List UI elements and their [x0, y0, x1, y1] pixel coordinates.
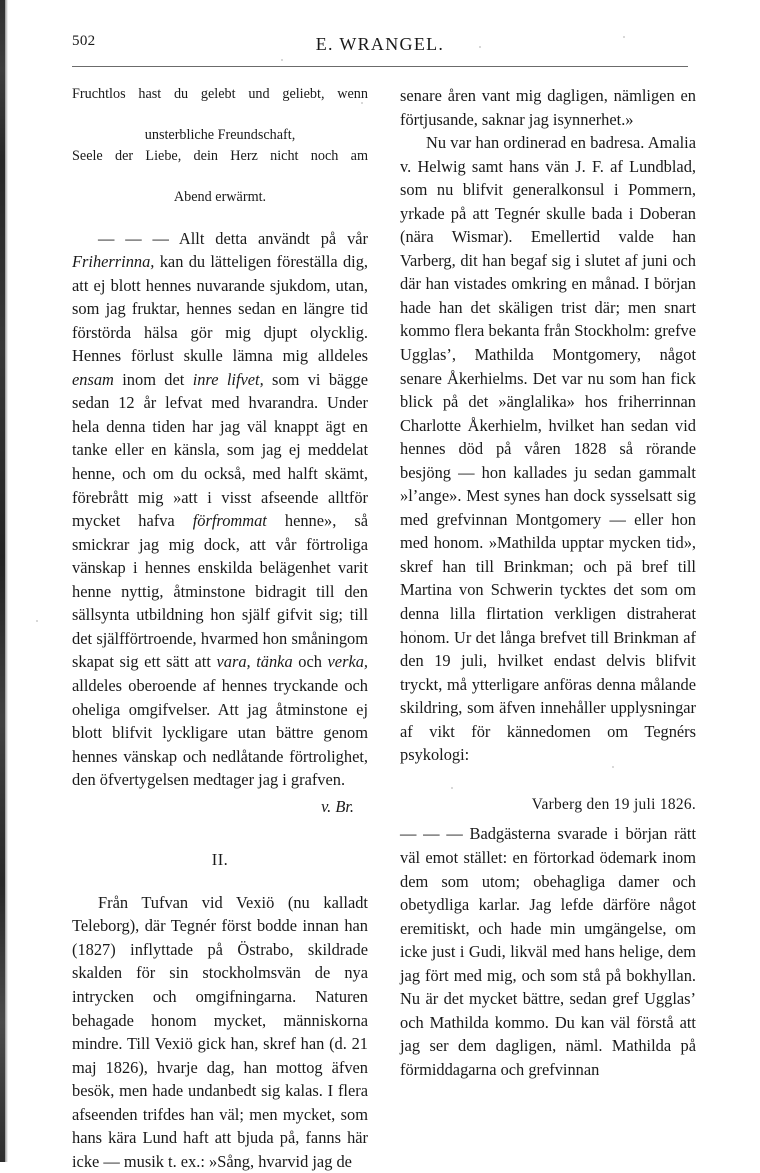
- para1-italic-vara-tanka: vara, tänka: [216, 652, 293, 672]
- para1-italic-verka: verka,: [327, 652, 369, 672]
- para1-italic-friherrinna: Friherrinna,: [72, 252, 155, 272]
- spacer: [72, 208, 368, 227]
- running-title: E. WRANGEL.: [315, 34, 445, 54]
- para1-italic-forfrommat: förfrommat: [192, 511, 267, 531]
- paragraph-fran-tufvan: Från Tufvan vid Vexiö (nu kalladt Teleborg), där Tegnér först bodde innan han (1827) inflyttade på Östrabo, skildrade skalden för sin stockholmsvän de nya intrycken och omgifningarna. Naturen behagade honom mycket, människorna mindre. Till Vexiö gick han, skref han (d. 21 maj 1826), hvarje dag, han mottog äfven besök, men hade undanbedt sig kalas. I flera afseenden trifdes han väl; men mycket, som hans kära Lund haft att bjuda på, fanns här icke — musik t. ex.: »Sång, hvarvid jag de: [72, 892, 368, 1171]
- column-right: [400, 84, 696, 1081]
- para1-italic-inre-lifvet: inre lifvet,: [192, 369, 264, 389]
- paragraph-badgasterna: [400, 822, 696, 1081]
- para1-italic-ensam: ensam: [72, 369, 114, 389]
- scan-edge-left-falloff: [5, 0, 8, 1162]
- scan-speck: [36, 620, 38, 622]
- paragraph-badresa: Nu var han ordinerad en badresa. Amalia v. Helwig samt hans vän J. F. af Lundblad, som nu blifvit generalkonsul i Pommern, yrkade på att Tegnér skulle bada i Doberan (nära Wismar). Emellertid valde han Varberg, dit han begaf sig i slutet af juni och där han vistades omkring en månad. I början hade han det skäligen trist där; men snart kommo flera bekanta från Stockholm: grefve Ugglas’, Mathilda Montgomery, något senare Åkerhielms. Det var nu som han fick blick på det »änglalika» hos friherrinnan Charlotte Åkerhielm, hvilket han sedan vid hennes död på våren 1828 så rörande besjöng — hon kallades ju sedan gammalt »l’ange». Mest synes han dock sysselsatt sig med grefvinnan Montgomery — eller hon med honom. »Mathilda upptar mycken tid», skref han till Brinkman; och pä bref till Martina von Schwerin tycktes det som om denna lilla flirtation verkligen distraherat honom. Ur det långa brefvet till Brinkman af den 19 juli, hvilket endast delvis blifvit tryckt, må ytterligare anföras denna målande skildring, som äfven innehåller upplysningar af vikt för kännedomen om Tegnérs psykologi:: [400, 133, 696, 765]
- verse-line-3: Seele der Liebe, dein Herz nicht noch am: [72, 147, 368, 164]
- para1-text-4: som vi bägge sedan 12 år lefvat med hvarandra. Under hela denna tiden har jag väl knappt ägt en tanke eller en känsla, som jag ej meddelat henne, och om du också, med halft skämt, förebrått mig »att i visst afseende alltför mycket hafva: [72, 369, 368, 531]
- letter-dateline: Varberg den 19 juli 1826.: [531, 795, 696, 813]
- para1-text-7: alldeles oberoende af hennes tryckande och oheliga omgifvelser. Att jag åtminstone ej blott blifvit lyckligare utan bättre genom hennes vänskap och nedlåtande förtrolighet, den öfvertygelsen medtager jag i grafven.: [72, 675, 368, 790]
- para4-text: Badgästerna svarade i början rätt väl emot stället: en förtorkad ödemark inom dem som utom; obehagliga damer och obetydliga karlar. Jag lefde därföre något eremitiskt, och hade min umgängelse, om icke just i Gudi, likväl med hans helige, dem jag fört med mig, och som stå på bokhyllan. Nu är det mycket bättre, sedan gref Ugglas’ och Mathilda kommo. Du kan väl förstå att jag ser dem dagligen, näml. Mathilda på förmiddagarna och grefvinnan: [400, 824, 696, 1079]
- section-number-heading: II.: [211, 850, 229, 870]
- para1-text-5: henne», så smickrar jag mig dock, att vår förtroliga vänskap i hennes enskilda belägenhet varit henne nyttig, åtminstone bidragit till den sällsynta utbildning hon själf gifvit sig; till det själfförtroende, hvarmed hon småningom skapat sig ett sätt att: [72, 511, 369, 672]
- scan-speck: [281, 59, 283, 61]
- column-left: [72, 84, 368, 1173]
- para1-text-1: Allt detta användt på vår: [168, 228, 369, 248]
- page-header: [72, 33, 688, 59]
- verse-line-4: Abend erwärmt.: [173, 188, 267, 205]
- folio-number: 502: [72, 33, 96, 49]
- spacer: [400, 767, 696, 793]
- verse-quotation: [72, 84, 368, 208]
- para1-text-3: inom det: [113, 369, 193, 389]
- em-dash-run: — — —: [98, 228, 169, 248]
- para1-text-2: kan du lätteligen föreställa dig, att ej blott hennes nuvarande sjukdom, utan, som jag fruktar, hennes sedan en längre tid förstörda hälsa gör mig djupt olycklig. Hennes förlust skulle lämna mig alldeles: [72, 252, 368, 366]
- para1-text-6: och: [292, 652, 328, 672]
- paragraph-allt-detta: [72, 227, 368, 792]
- letter-signature: v. Br.: [321, 796, 354, 816]
- paragraph-continued: senare åren vant mig dagligen, nämligen en förtjusande, saknar jag isynnerhet.»: [400, 86, 696, 129]
- verse-line-1: Fruchtlos hast du gelebt und geliebt, wenn: [72, 86, 368, 102]
- verse-line-2: unsterbliche Freundschaft,: [144, 127, 296, 144]
- header-rule: [72, 66, 688, 67]
- em-dash-run: — — —: [400, 824, 463, 844]
